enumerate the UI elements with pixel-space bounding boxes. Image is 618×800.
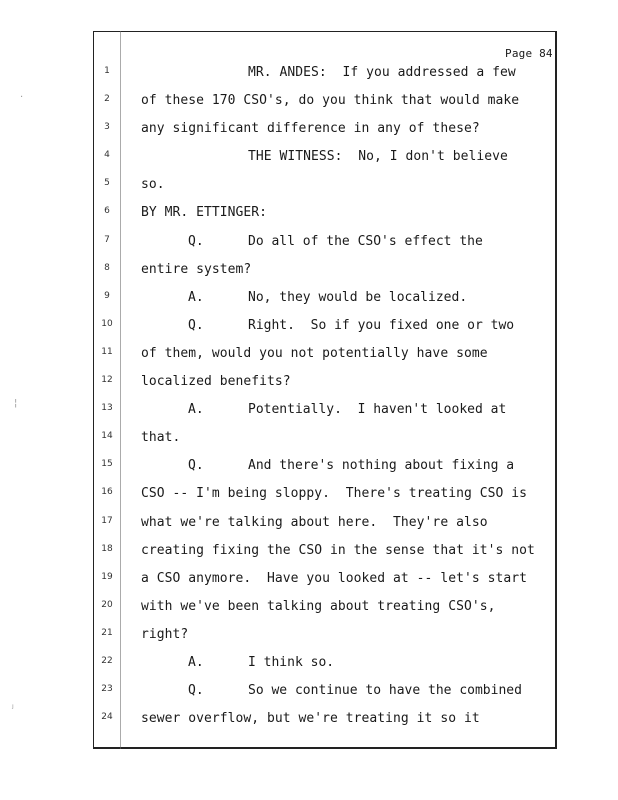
transcript-line xyxy=(0,652,618,680)
line-number: 15 xyxy=(101,459,113,470)
line-text: creating fixing the CSO in the sense that it's not xyxy=(141,542,535,558)
transcript-line xyxy=(0,371,618,399)
line-number: 20 xyxy=(101,599,113,610)
transcript-line xyxy=(0,62,618,90)
transcript-line xyxy=(0,624,618,652)
page-number: Page 84 xyxy=(505,47,553,60)
line-text: any significant difference in any of these? xyxy=(141,121,480,137)
transcript-line xyxy=(0,90,618,118)
transcript-line xyxy=(0,596,618,624)
line-number: 17 xyxy=(101,515,113,526)
transcript-line xyxy=(0,174,618,202)
transcript-line xyxy=(0,287,618,315)
transcript-body xyxy=(0,62,618,736)
line-number: 9 xyxy=(104,290,110,301)
line-text: that. xyxy=(141,430,181,446)
transcript-line xyxy=(0,343,618,371)
line-text: So we continue to have the combined xyxy=(248,683,522,699)
transcript-line xyxy=(0,568,618,596)
line-number: 10 xyxy=(101,318,113,329)
line-text: with we've been talking about treating CSO's, xyxy=(141,598,496,614)
speaker-marker: Q. xyxy=(188,458,204,474)
line-number: 13 xyxy=(101,403,113,414)
line-text: No, they would be localized. xyxy=(248,289,468,305)
line-number: 14 xyxy=(101,431,113,442)
transcript-line xyxy=(0,146,618,174)
line-text: of these 170 CSO's, do you think that would make xyxy=(141,93,520,109)
line-number: 19 xyxy=(101,571,113,582)
scan-speck: ⱼ xyxy=(12,700,14,711)
transcript-line xyxy=(0,259,618,287)
speaker-marker: Q. xyxy=(188,233,204,249)
speaker-marker: A. xyxy=(188,654,204,670)
line-text: right? xyxy=(141,626,189,642)
transcript-line xyxy=(0,483,618,511)
transcript-line xyxy=(0,315,618,343)
line-text: localized benefits? xyxy=(141,374,291,390)
transcript-line xyxy=(0,202,618,230)
line-number: 21 xyxy=(101,627,113,638)
line-text: MR. ANDES: If you addressed a few xyxy=(248,65,516,80)
line-text: BY MR. ETTINGER: xyxy=(141,205,268,221)
scan-speck: · xyxy=(20,92,24,103)
speaker-marker: A. xyxy=(188,402,204,418)
line-text: Right. So if you fixed one or two xyxy=(248,317,515,333)
line-text: THE WITNESS: No, I don't believe xyxy=(248,149,508,165)
transcript-line xyxy=(0,427,618,455)
line-number: 2 xyxy=(104,94,110,105)
line-number: 23 xyxy=(101,684,113,695)
line-text: And there's nothing about fixing a xyxy=(248,458,515,474)
line-number: 18 xyxy=(101,543,113,554)
line-number: 11 xyxy=(101,346,113,357)
line-number: 5 xyxy=(104,178,110,189)
scan-speck: ¦ xyxy=(14,398,18,409)
transcript-line xyxy=(0,231,618,259)
line-text: what we're talking about here. They're also xyxy=(141,514,488,530)
line-number: 8 xyxy=(104,262,110,273)
line-text: Do all of the CSO's effect the xyxy=(248,233,483,249)
line-text: Potentially. I haven't looked at xyxy=(248,402,507,418)
line-text: of them, would you not potentially have some xyxy=(141,345,488,361)
line-number: 1 xyxy=(104,66,110,76)
line-number: 16 xyxy=(101,487,113,498)
line-text: so. xyxy=(141,177,165,193)
transcript-line xyxy=(0,399,618,427)
speaker-marker: Q. xyxy=(188,317,204,333)
line-number: 6 xyxy=(104,206,110,217)
line-number: 24 xyxy=(101,712,113,723)
transcript-line xyxy=(0,708,618,736)
line-number: 12 xyxy=(101,375,113,386)
line-text: entire system? xyxy=(141,261,252,277)
transcript-line xyxy=(0,455,618,483)
transcript-line xyxy=(0,512,618,540)
transcript-line xyxy=(0,540,618,568)
speaker-marker: A. xyxy=(188,289,204,305)
line-text: a CSO anymore. Have you looked at -- let's start xyxy=(141,570,527,586)
transcript-line xyxy=(0,680,618,708)
line-number: 4 xyxy=(104,150,110,161)
line-number: 7 xyxy=(104,234,110,245)
transcript-line xyxy=(0,118,618,146)
speaker-marker: Q. xyxy=(188,683,204,699)
line-text: sewer overflow, but we're treating it so it xyxy=(141,711,480,727)
line-text: CSO -- I'm being sloppy. There's treating CSO is xyxy=(141,486,527,502)
line-text: I think so. xyxy=(248,654,335,670)
line-number: 22 xyxy=(101,655,113,666)
line-number: 3 xyxy=(104,122,110,133)
